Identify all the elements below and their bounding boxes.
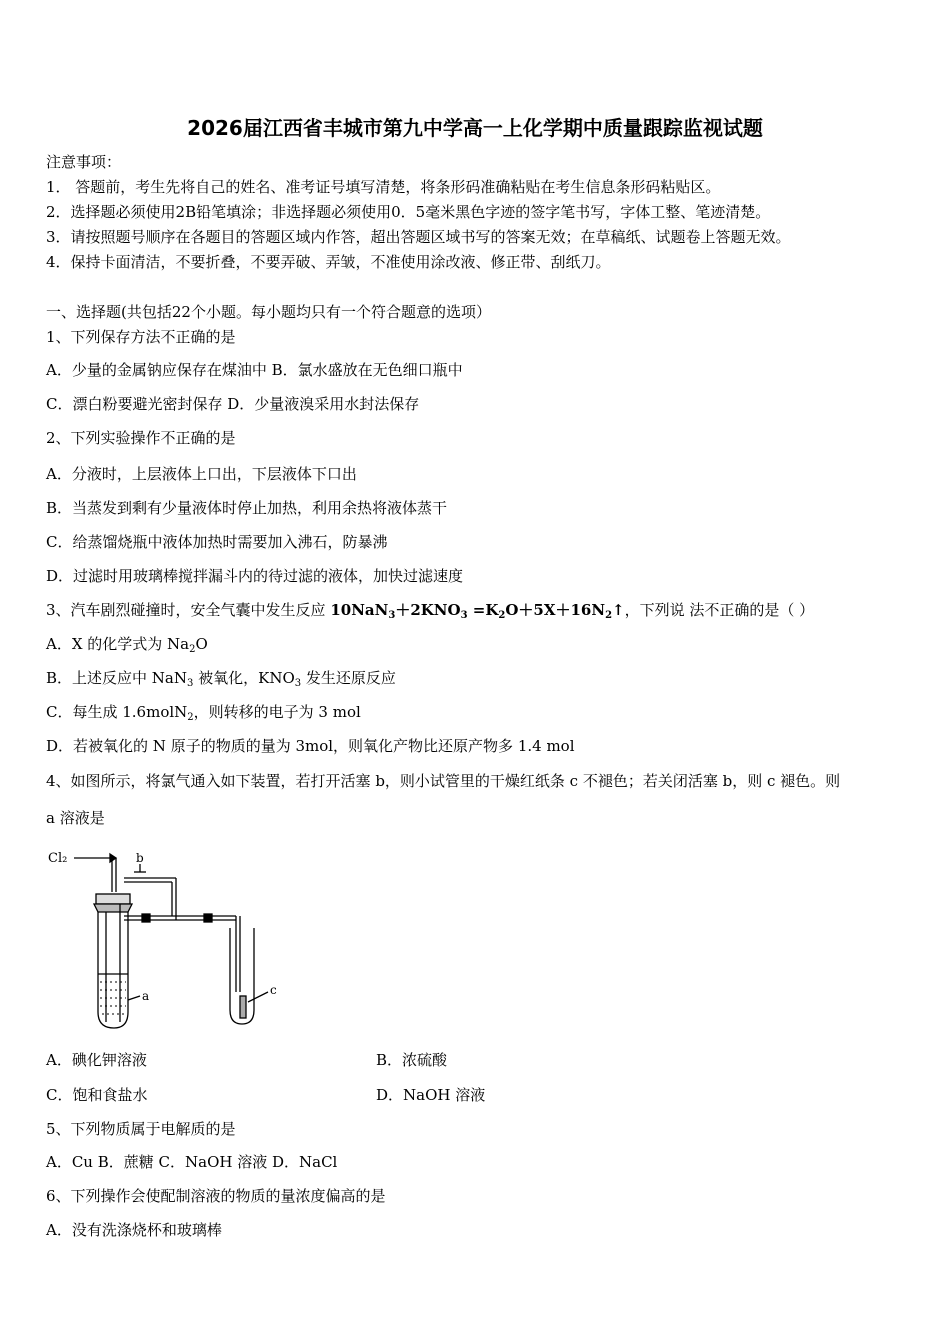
- page-title: 2026届江西省丰城市第九中学高一上化学期中质量跟踪监视试题: [187, 116, 763, 140]
- q3-equation: $10NaN_3+2KNO_3$ $=K_2O+5X+16N_2↑$: [330, 601, 625, 621]
- q4-option-d: D．NaOH 溶液: [376, 1086, 486, 1104]
- q2-stem: 2、下列实验操作不正确的是: [46, 429, 236, 447]
- q4-option-a: A．碘化钾溶液: [46, 1051, 147, 1069]
- cl2-label: Cl₂: [48, 851, 68, 866]
- q3-stem-suffix: ，下列说 法不正确的是（ ）: [624, 601, 815, 619]
- q2-option-d: D．过滤时用玻璃棒搅拌漏斗内的待过滤的液体，加快过滤速度: [46, 567, 464, 585]
- q1-options-row2: C．漂白粉要避光密封保存 D．少量液溴采用水封法保存: [46, 395, 420, 413]
- q3-option-c: C．每生成 1.6molN$_2$，则转移的电子为 3 mol: [46, 703, 361, 723]
- q5-stem: 5、下列物质属于电解质的是: [46, 1120, 236, 1138]
- q3-stem: [46, 600, 814, 620]
- q4-stem-line2: a 溶液是: [46, 809, 105, 827]
- notice-heading: 注意事项：: [46, 153, 122, 171]
- q4-option-c: C．饱和食盐水: [46, 1086, 148, 1104]
- q3-option-b: B．上述反应中 NaN$_3$ 被氧化，$KNO_3$ 发生还原反应: [46, 669, 396, 689]
- q3-option-a: A．X 的化学式为 $Na_2O$: [46, 635, 208, 655]
- q4-apparatus-figure: [44, 842, 294, 1032]
- valve-b-label: b: [136, 851, 144, 865]
- q3-option-d: D．若被氧化的 N 原子的物质的量为 3mol，则氧化产物比还原产物多 1.4 mol: [46, 737, 575, 755]
- q2-option-b: B．当蒸发到剩有少量液体时停止加热，利用余热将液体蒸干: [46, 499, 448, 517]
- notice-item: 2．选择题必须使用2B铅笔填涂；非选择题必须使用0．5毫米黑色字迹的签字笔书写，字体工整、笔迹清楚。: [46, 203, 771, 221]
- paper-c-label: c: [270, 983, 277, 997]
- q2-option-a: A．分液时，上层液体上口出，下层液体下口出: [46, 465, 357, 483]
- q3-stem-prefix: 3、汽车剧烈碰撞时，安全气囊中发生反应: [46, 601, 331, 619]
- q4-stem-line1: 4、如图所示，将氯气通入如下装置，若打开活塞 b，则小试管里的干燥红纸条 c 不褪色；若关闭活塞 b，则 c 褪色。则: [46, 772, 841, 790]
- section-heading: 一、选择题(共包括22个小题。每小题均只有一个符合题意的选项）: [46, 303, 491, 321]
- q4-option-b: B．浓硫酸: [376, 1051, 448, 1069]
- q6-option-a: A．没有洗涤烧杯和玻璃棒: [46, 1221, 222, 1239]
- q2-option-c: C．给蒸馏烧瓶中液体加热时需要加入沸石，防暴沸: [46, 533, 388, 551]
- notice-item: 1． 答题前，考生先将自己的姓名、准考证号填写清楚，将条形码准确粘贴在考生信息条形码粘贴区。: [46, 178, 721, 196]
- solution-a-label: a: [142, 989, 150, 1003]
- notice-item: 4．保持卡面清洁，不要折叠，不要弄破、弄皱，不准使用涂改液、修正带、刮纸刀。: [46, 253, 611, 271]
- q1-options-row1: A．少量的金属钠应保存在煤油中 B．氯水盛放在无色细口瓶中: [46, 361, 463, 379]
- q1-stem: 1、下列保存方法不正确的是: [46, 328, 236, 346]
- q5-options: A．Cu B．蔗糖 C．NaOH 溶液 D．NaCl: [46, 1153, 338, 1171]
- q6-stem: 6、下列操作会使配制溶液的物质的量浓度偏高的是: [46, 1187, 386, 1205]
- notice-item: 3．请按照题号顺序在各题目的答题区域内作答，超出答题区域书写的答案无效；在草稿纸、试题卷上答题无效。: [46, 228, 791, 246]
